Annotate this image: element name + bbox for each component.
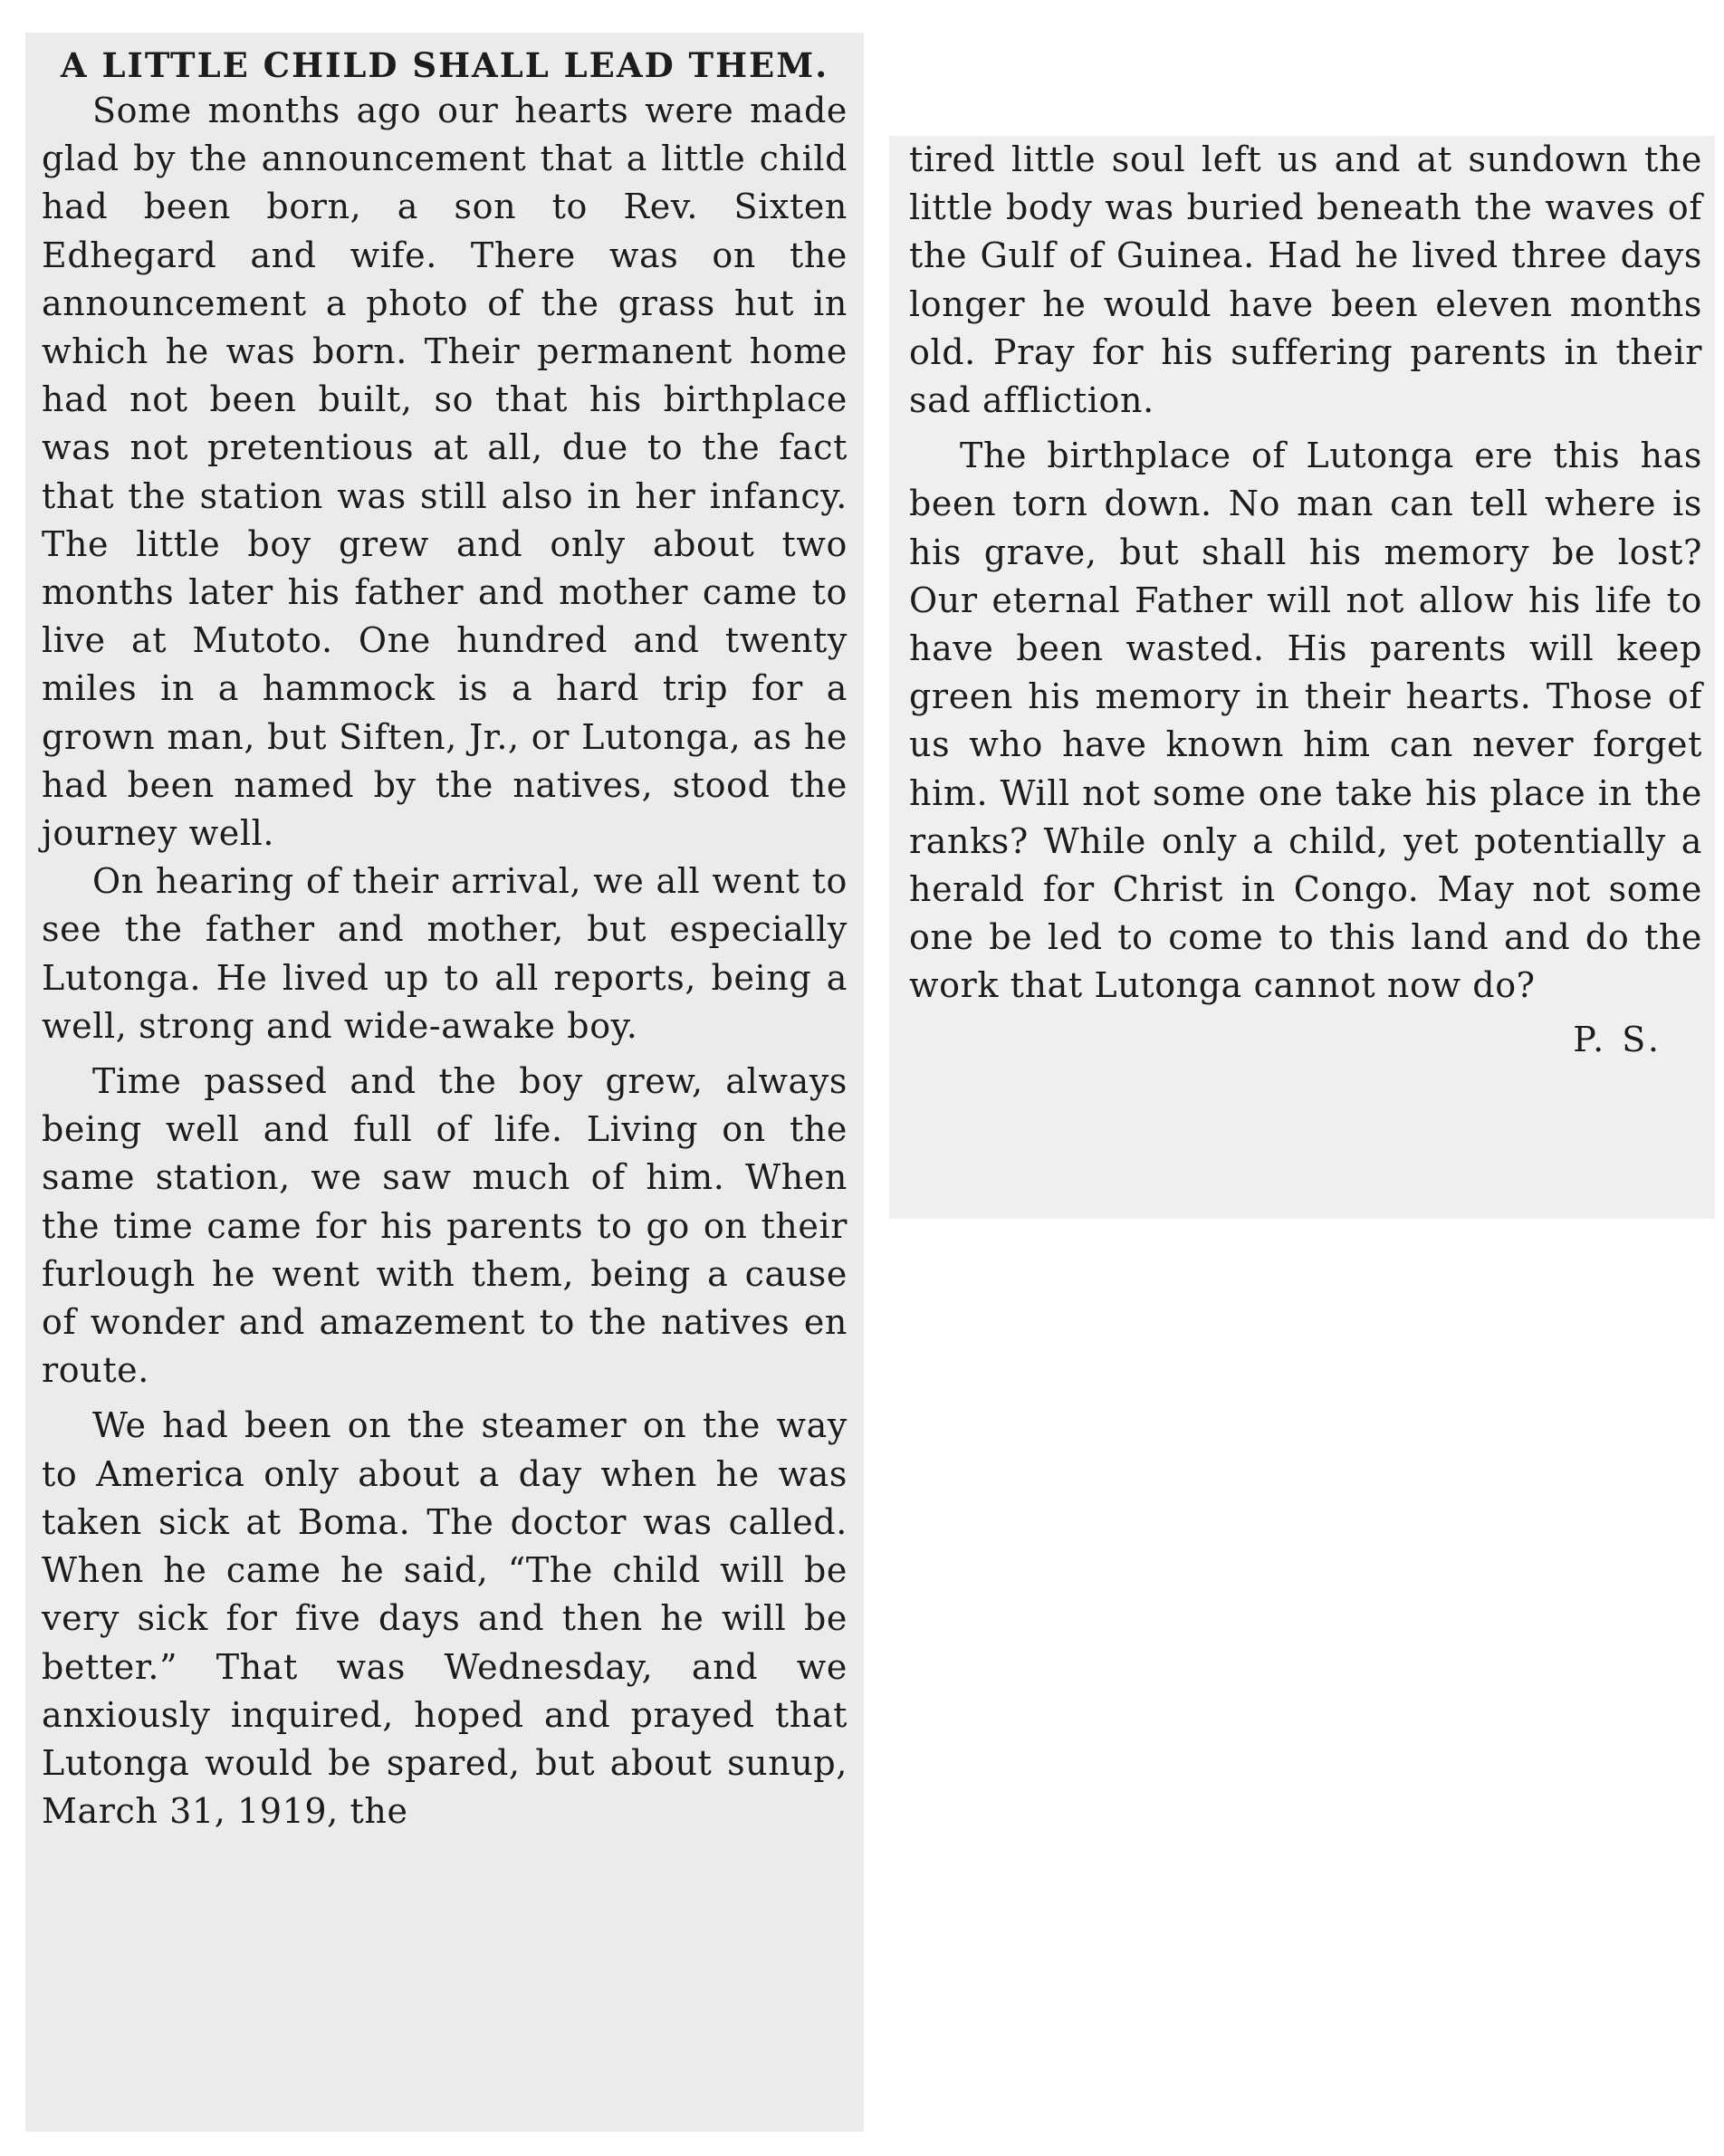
article-paragraph-continued: tired little soul left us and at sundown the little body was buried beneath the waves of the Gulf of Guinea. Had he lived three days longer he would have been eleven months old. Pray for his suffering parents in their sad affliction.	[909, 139, 1702, 421]
article-paragraph: On hearing of their arrival, we all went to see the father and mother, but especially Lutonga. He lived up to all reports, being a well, strong and wide-awake boy.	[42, 861, 848, 1046]
right-column-text	[909, 136, 1702, 1011]
article-paragraph: The birthplace of Lutonga ere this has been torn down. No man can tell where is his grave, but shall his memory be lost? Our eternal Father will not allow his life to have been wasted. His parents will keep green his memory in their hearts. Those of us who have known him can never forget him. Will not some one take his place in the ranks? While only a child, yet potentially a herald for Christ in Congo. May not some one be led to come to this land and do the work that Lutonga cannot now do?	[909, 436, 1702, 1006]
article-paragraph: Some months ago our hearts were made glad by the announcement that a little child had been born, a son to Rev. Sixten Edhegard and wife. There was on the announcement a photo of the grass hut in which he was born. Their permanent home had not been built, so that his birthplace was not pretentious at all, due to the fact that the station was still also in her infancy. The little boy grew and only about two months later his father and mother came to live at Mutoto. One hundred and twenty miles in a hammock is a hard trip for a grown man, but Siften, Jr., or Lutonga, as he had been named by the natives, stood the journey well.	[42, 91, 848, 854]
headline-text: A LITTLE CHILD SHALL LEAD THEM.	[60, 45, 829, 85]
article-paragraph: We had been on the steamer on the way to America only about a day when he was taken sick at Boma. The doctor was called. When he came he said, “The child will be very sick for five days and then he will be better.” That was Wednesday, and we anxiously inquired, hoped and prayed that Lutonga would be spared, but about sunup, March 31, 1919, the	[42, 1405, 848, 1832]
article-paragraph: Time passed and the boy grew, always being well and full of life. Living on the same station, we saw much of him. When the time came for his parents to go on their furlough he went with them, being a cause of wonder and amazement to the natives en route.	[42, 1061, 848, 1391]
right-column	[889, 136, 1715, 1219]
left-column	[25, 33, 864, 2132]
left-column-text	[42, 87, 848, 1835]
article-headline	[42, 43, 848, 87]
signature: P. S.	[1573, 1019, 1662, 1059]
